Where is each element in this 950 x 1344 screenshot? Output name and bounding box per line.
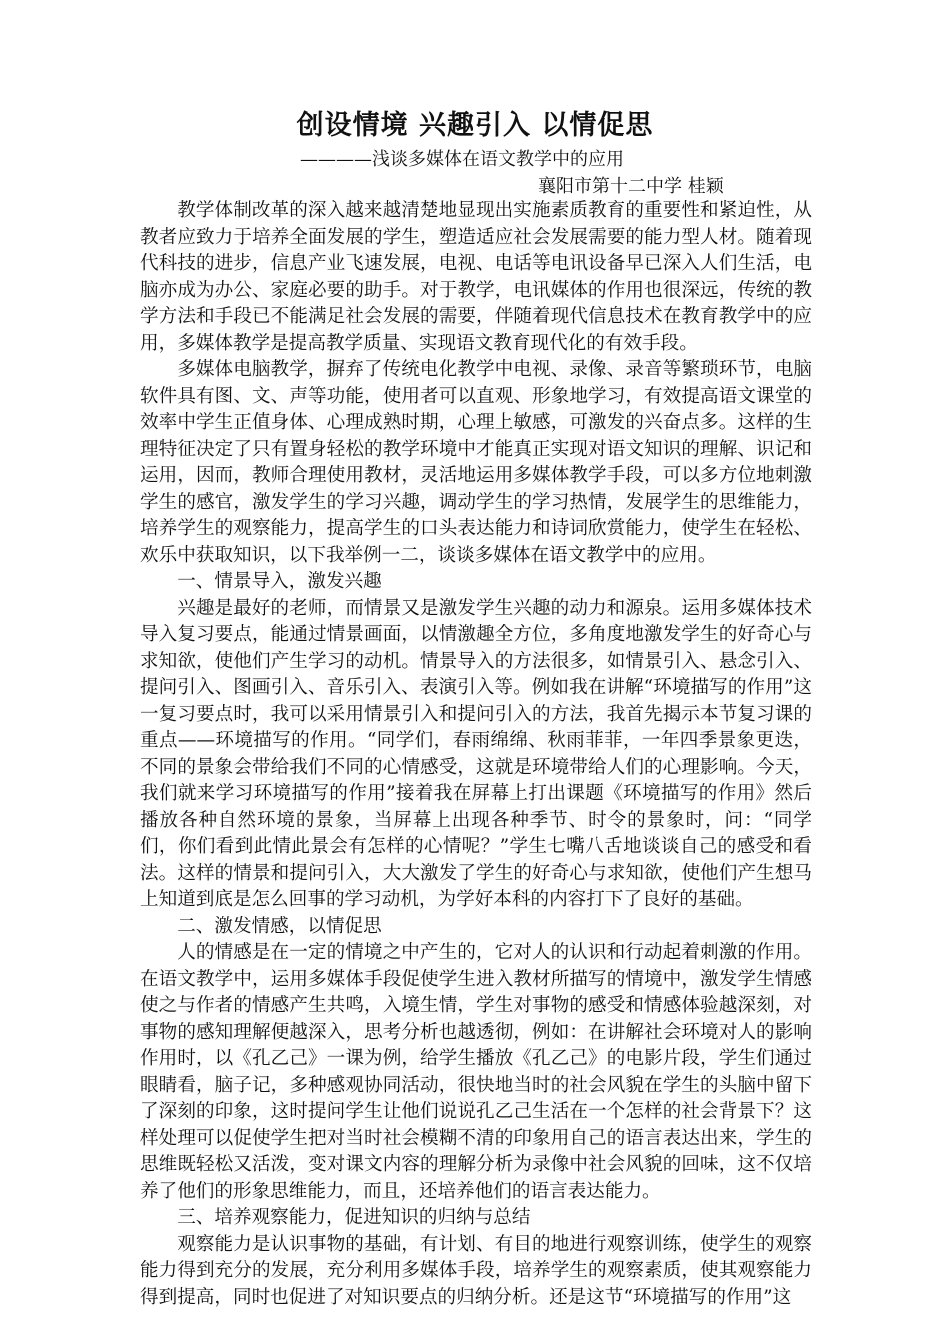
paragraph: 人的情感是在一定的情境之中产生的，它对人的认识和行动起着刺激的作用。在语文教学中，运用多媒体手段促使学生进入教材所描写的情境中，激发学生情感使之与作者的情感产生共鸣，入境生情，学生对事物的感受和情感体验越深刻，对事物的感知理解便越深入，思考分析也越透彻，例如：在讲解社会环境对人的影响作用时，以《孔乙己》一课为例，给学生播放《孔乙己》的电影片段，学生们通过眼睛看，脑子记，多种感观协同活动，很快地当时的社会风貌在学生的头脑中留下了深刻的印象，这时提问学生让他们说说孔乙己生活在一个怎样的社会背景下？这样处理可以促使学生把对当时社会模糊不清的印象用自己的语言表达出来，学生的思维既轻松又活泼，变对课文内容的理解分析为录像中社会风貌的回味，这不仅培养了他们的形象思维能力，而且，还培养他们的语言表达能力。 xyxy=(140,942,812,1202)
body-text xyxy=(140,198,812,1311)
document-title: 创设情境 兴趣引入 以情促思 xyxy=(296,110,654,141)
paragraph: 兴趣是最好的老师，而情景又是激发学生兴趣的动力和源泉。运用多媒体技术导入复习要点，能通过情景画面，以情激趣全方位，多角度地激发学生的好奇心与求知欲，使他们产生学习的动机。情景导入的方法很多，如情景引入、悬念引入、提问引入、图画引入、音乐引入、表演引入等。例如我在讲解“环境描写的作用”这一复习要点时，我可以采用情景引入和提问引入的方法，我首先揭示本节复习课的重点——环境描写的作用。“同学们，春雨绵绵、秋雨菲菲，一年四季景象更迭，不同的景象会带给我们不同的心情感受，这就是环境带给人们的心理影响。今天，我们就来学习环境描写的作用”接着我在屏幕上打出课题《环境描写的作用》然后播放各种自然环境的景象，当屏幕上出现各种季节、时令的景象时，问：“同学们，你们看到此情此景会有怎样的心情呢？”学生七嘴八舌地谈谈自己的感受和看法。这样的情景和提问引入，大大激发了学生的好奇心与求知欲，使他们产生想马上知道到底是怎么回事的学习动机，为学好本科的内容打下了良好的基础。 xyxy=(140,597,812,910)
section-heading: 三、培养观察能力，促进知识的归纳与总结 xyxy=(177,1207,531,1228)
section-heading: 二、激发情感，以情促思 xyxy=(177,915,382,937)
paragraph: 教学体制改革的深入越来越清楚地显现出实施素质教育的重要性和紧迫性，从教者应致力于培养全面发展的学生，塑造适应社会发展需要的能力型人材。随着现代科技的进步，信息产业飞速发展，电视、电话等电讯设备早已深入人们生活，电脑亦成为办公、家庭必要的助手。对于教学，电讯媒体的作用也很深远，传统的教学方法和手段已不能满足社会发展的需要，伴随着现代信息技术在教育教学中的应用，多媒体教学是提高教学质量、实现语文教育现代化的有效手段。 xyxy=(140,200,812,354)
document-subtitle: ————浅谈多媒体在语文教学中的应用 xyxy=(300,149,624,170)
author-line: 襄阳市第十二中学 桂颖 xyxy=(538,176,724,197)
paragraph: 多媒体电脑教学，摒弃了传统电化教学中电视、录像、录音等繁琐环节，电脑软件具有图、文、声等功能，使用者可以直观、形象地学习，有效提高语文课堂的效率中学生正值身体、心理成熟时期，心理上敏感，可激发的兴奋点多。这样的生理特征决定了只有置身轻松的教学环境中才能真正实现对语文知识的理解、识记和运用，因而，教师合理使用教材，灵活地运用多媒体教学手段，可以多方位地刺激学生的感官，激发学生的学习兴趣，调动学生的学习热情，发展学生的思维能力，培养学生的观察能力，提高学生的口头表达能力和诗词欣赏能力，使学生在轻松、欢乐中获取知识，以下我举例一二，谈谈多媒体在语文教学中的应用。 xyxy=(140,359,812,566)
section-heading: 一、情景导入，激发兴趣 xyxy=(177,571,382,592)
paragraph: 观察能力是认识事物的基础，有计划、有目的地进行观察训练，使学生的观察能力得到充分的发展，充分利用多媒体手段，培养学生的观察素质，使其观察能力得到提高，同时也促进了对知识要点的归纳分析。还是这节“环境描写的作用”这 xyxy=(140,1233,812,1308)
